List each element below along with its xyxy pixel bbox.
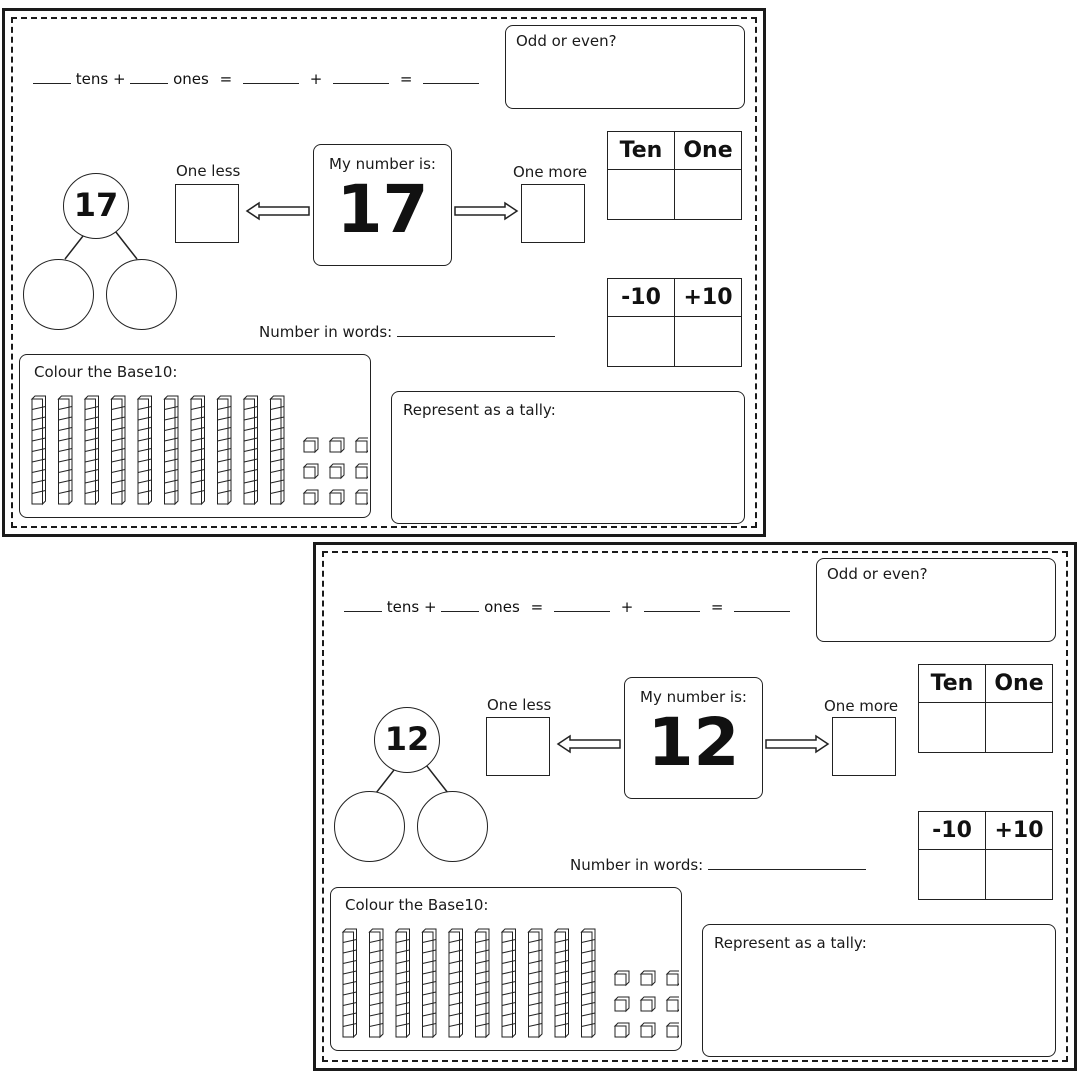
unit-cube[interactable] <box>330 490 344 504</box>
ten-cell[interactable] <box>919 703 986 753</box>
part-circle-right[interactable] <box>417 791 488 862</box>
unit-cube[interactable] <box>304 464 318 478</box>
ten-rod[interactable] <box>85 396 99 504</box>
unit-cube[interactable] <box>615 971 629 985</box>
ten-rod[interactable] <box>423 929 437 1037</box>
minus-ten-cell[interactable] <box>919 850 986 900</box>
number-in-words <box>570 855 866 874</box>
one-cell[interactable] <box>675 170 742 220</box>
ones-blank[interactable] <box>441 597 479 612</box>
unit-cube[interactable] <box>356 490 368 504</box>
part-circle-right[interactable] <box>106 259 177 330</box>
unit-cube[interactable] <box>667 971 679 985</box>
arrow-right-icon <box>764 734 830 754</box>
words-blank[interactable] <box>708 855 866 870</box>
base10-blocks[interactable] <box>28 391 368 509</box>
minus-ten-cell[interactable] <box>608 317 675 367</box>
one-less-box[interactable] <box>175 184 239 243</box>
one-more-label: One more <box>824 697 899 715</box>
ten-rod[interactable] <box>112 396 126 504</box>
tens-value-blank[interactable] <box>554 597 610 612</box>
words-label: Number in words: <box>259 323 393 341</box>
unit-cube[interactable] <box>667 1023 679 1037</box>
my-number-value: 12 <box>647 704 740 781</box>
ten-header: Ten <box>919 665 986 703</box>
arrow-left-icon <box>556 734 622 754</box>
arrow-right-icon <box>453 201 519 221</box>
unit-cube[interactable] <box>615 1023 629 1037</box>
one-header: One <box>675 132 742 170</box>
base10-label: Colour the Base10: <box>345 896 489 914</box>
minus-ten-header: -10 <box>919 812 986 850</box>
ten-rod[interactable] <box>343 929 357 1037</box>
arrow-left-icon <box>245 201 311 221</box>
one-less-box[interactable] <box>486 717 550 776</box>
ones-value-blank[interactable] <box>333 69 389 84</box>
ten-rod[interactable] <box>555 929 569 1037</box>
place-value-table <box>918 664 1053 753</box>
one-more-box[interactable] <box>832 717 896 776</box>
tally-box[interactable] <box>702 924 1056 1057</box>
one-less-label: One less <box>176 162 241 180</box>
total-blank[interactable] <box>423 69 479 84</box>
unit-cube[interactable] <box>641 971 655 985</box>
whole-circle <box>63 173 129 239</box>
words-blank[interactable] <box>397 322 555 337</box>
ten-cell[interactable] <box>608 170 675 220</box>
unit-cube[interactable] <box>356 438 368 452</box>
one-cell[interactable] <box>986 703 1053 753</box>
ten-rod[interactable] <box>244 396 258 504</box>
one-less-label: One less <box>487 696 552 714</box>
ten-rod[interactable] <box>32 396 46 504</box>
odd-even-label: Odd or even? <box>516 32 617 50</box>
base10-label: Colour the Base10: <box>34 363 178 381</box>
unit-cube[interactable] <box>641 1023 655 1037</box>
tens-ones-equation: tens + ones = + = <box>344 597 790 616</box>
my-number-box <box>624 677 763 799</box>
one-more-box[interactable] <box>521 184 585 243</box>
words-label: Number in words: <box>570 856 704 874</box>
odd-even-box[interactable] <box>505 25 745 109</box>
plus-minus-ten-table <box>918 811 1053 900</box>
my-number-label: My number is: <box>329 155 436 173</box>
one-more-label: One more <box>513 163 588 181</box>
odd-even-label: Odd or even? <box>827 565 928 583</box>
tens-blank[interactable] <box>33 69 71 84</box>
tens-blank[interactable] <box>344 597 382 612</box>
ten-rod[interactable] <box>449 929 463 1037</box>
my-number-value: 17 <box>336 171 429 248</box>
ten-rod[interactable] <box>218 396 232 504</box>
unit-cube[interactable] <box>667 997 679 1011</box>
plus-ten-cell[interactable] <box>675 317 742 367</box>
ten-rod[interactable] <box>502 929 516 1037</box>
ten-rod[interactable] <box>529 929 543 1037</box>
ten-rod[interactable] <box>396 929 410 1037</box>
part-circle-left[interactable] <box>334 791 405 862</box>
base10-drawing <box>28 391 368 509</box>
unit-cube[interactable] <box>304 490 318 504</box>
worksheet-12 <box>313 542 1077 1071</box>
whole-number: 12 <box>384 720 430 758</box>
tens-ones-equation: tens + ones = + = <box>33 69 479 88</box>
base10-drawing <box>339 924 679 1042</box>
ten-rod[interactable] <box>370 929 384 1037</box>
ten-rod[interactable] <box>138 396 152 504</box>
ten-rod[interactable] <box>271 396 285 504</box>
unit-cube[interactable] <box>330 438 344 452</box>
part-circle-left[interactable] <box>23 259 94 330</box>
whole-circle <box>374 707 440 773</box>
whole-number: 17 <box>73 186 119 224</box>
my-number-label: My number is: <box>640 688 747 706</box>
plus-ten-cell[interactable] <box>986 850 1053 900</box>
ten-rod[interactable] <box>59 396 73 504</box>
my-number-box <box>313 144 452 266</box>
plus-ten-header: +10 <box>986 812 1053 850</box>
plus-minus-ten-table <box>607 278 742 367</box>
ones-blank[interactable] <box>130 69 168 84</box>
one-header: One <box>986 665 1053 703</box>
number-in-words <box>259 322 555 341</box>
unit-cube[interactable] <box>615 997 629 1011</box>
tally-label: Represent as a tally: <box>714 934 867 952</box>
place-value-table <box>607 131 742 220</box>
unit-cube[interactable] <box>356 464 368 478</box>
unit-cube[interactable] <box>330 464 344 478</box>
total-blank[interactable] <box>734 597 790 612</box>
ones-value-blank[interactable] <box>644 597 700 612</box>
tens-value-blank[interactable] <box>243 69 299 84</box>
tally-box[interactable] <box>391 391 745 524</box>
base10-blocks[interactable] <box>339 924 679 1042</box>
base10-box <box>19 354 371 518</box>
ten-rod[interactable] <box>191 396 205 504</box>
ten-header: Ten <box>608 132 675 170</box>
ten-rod[interactable] <box>476 929 490 1037</box>
unit-cube[interactable] <box>641 997 655 1011</box>
unit-cube[interactable] <box>304 438 318 452</box>
base10-box <box>330 887 682 1051</box>
minus-ten-header: -10 <box>608 279 675 317</box>
plus-ten-header: +10 <box>675 279 742 317</box>
ten-rod[interactable] <box>165 396 179 504</box>
tally-label: Represent as a tally: <box>403 401 556 419</box>
odd-even-box[interactable] <box>816 558 1056 642</box>
ten-rod[interactable] <box>582 929 596 1037</box>
worksheet-17 <box>2 8 766 537</box>
